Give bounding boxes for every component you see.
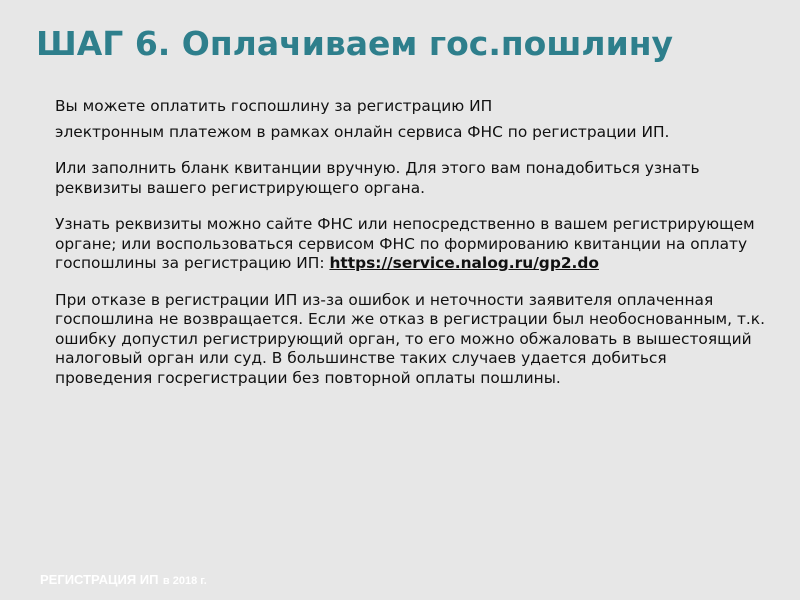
footer-year-text: в 2018 г. bbox=[162, 575, 207, 587]
footer bbox=[40, 571, 207, 589]
nalog-service-link[interactable]: https://service.nalog.ru/gp2.do bbox=[329, 254, 599, 272]
paragraph-refusal: При отказе в регистрации ИП из-за ошибок и неточности заявителя оплаченная госпошлина не возвращается. Если же отказ в регистрации был необоснованным, т.к. ошибку допустил регистрирующий орган, то его можно обжаловать в вышестоящий налоговый орган или суд. В большинстве таких случаев удается добиться проведения госрегистрации без повторной оплаты пошлины. bbox=[55, 290, 765, 387]
footer-main-text: РЕГИСТРАЦИЯ ИП bbox=[40, 572, 159, 587]
paragraph-online-payment-first-line: Вы можете оплатить госпошлину за регистрацию ИП bbox=[55, 97, 493, 115]
paragraph-online-payment-rest: электронным платежом в рамках онлайн сервиса ФНС по регистрации ИП. bbox=[55, 122, 670, 141]
slide-body bbox=[55, 97, 765, 388]
paragraph-online-payment bbox=[55, 97, 765, 142]
paragraph-manual-receipt: Или заполнить бланк квитанции вручную. Для этого вам понадобиться узнать реквизиты вашего регистрирующего органа. bbox=[55, 159, 700, 197]
paragraph-requisites bbox=[55, 215, 765, 274]
slide-title: ШАГ 6. Оплачиваем гос.пошлину bbox=[36, 24, 674, 63]
paragraph-requisites-text: Узнать реквизиты можно сайте ФНС или непосредственно в вашем регистрирующем органе; или воспользоваться сервисом ФНС по формированию квитанции на оплату госпошлины за регистрацию ИП: bbox=[55, 215, 755, 272]
